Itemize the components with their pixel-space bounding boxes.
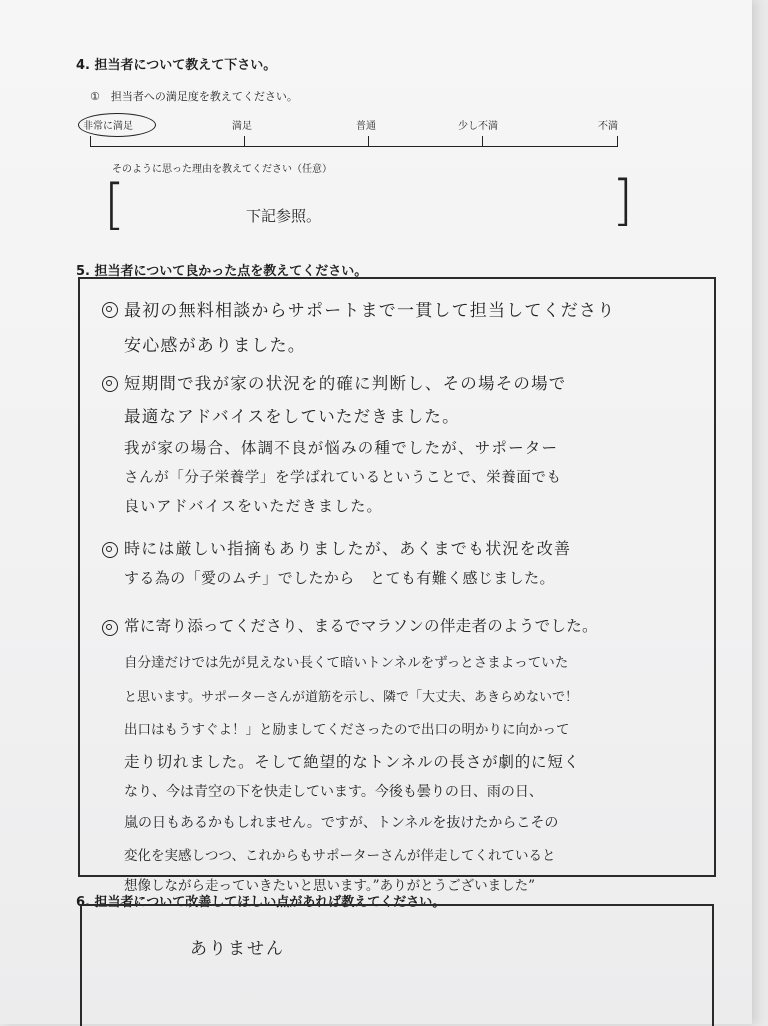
question-5-title: 5. 担当者について良かった点を教えてください。 bbox=[76, 264, 368, 279]
scale-tick bbox=[90, 136, 91, 146]
bracket-open: [ bbox=[104, 173, 126, 236]
answer-line: 短期間で我が家の状況を的確に判断し、その場その場で bbox=[124, 374, 567, 393]
question-4-sub: ① 担当者への満足度を教えてください。 bbox=[90, 90, 298, 103]
answer-line: 最適なアドバイスをしていただきました。 bbox=[124, 407, 460, 426]
double-circle-bullet bbox=[102, 302, 118, 318]
scale-label-very-satisfied: 非常に満足 bbox=[83, 121, 133, 132]
bracket-close: ] bbox=[612, 169, 634, 232]
scale-label-satisfied: 満足 bbox=[232, 121, 252, 132]
answer-line: 変化を実感しつつ、これからもサポーターさんが伴走してくれていると bbox=[124, 848, 556, 864]
scale-tick bbox=[482, 136, 483, 146]
answer-line: 安心感がありました。 bbox=[124, 336, 306, 356]
answer-line: 自分達だけでは先が見えない長くて暗いトンネルをずっとさまよっていた bbox=[124, 655, 569, 671]
answer-line: なり、今は青空の下を快走しています。今後も曇りの日、雨の日、 bbox=[124, 784, 543, 800]
answer-line: 時には厳しい指摘もありましたが、あくまでも状況を改善 bbox=[124, 539, 572, 558]
answer-line: 良いアドバイスをいただきました。 bbox=[124, 497, 383, 515]
answer-line: 走り切れました。そして絶望的なトンネルの長さが劇的に短く bbox=[124, 753, 580, 771]
answer-line: 嵐の日もあるかもしれません。ですが、トンネルを抜けたからこその bbox=[124, 815, 559, 831]
scale-label-neutral: 普通 bbox=[356, 121, 376, 132]
reason-answer: 下記参照。 bbox=[246, 207, 322, 225]
double-circle-bullet bbox=[102, 620, 118, 636]
reason-label: そのように思った理由を教えてください（任意） bbox=[112, 164, 332, 175]
answer-line: さんが「分子栄養学」を学ばれているということで、栄養面でも bbox=[124, 470, 562, 486]
answer-line: 想像しながら走っていきたいと思います。”ありがとうございました” bbox=[124, 878, 535, 894]
scale-label-dissatisfied: 不満 bbox=[598, 121, 618, 132]
answer-box-6 bbox=[80, 904, 714, 1026]
scale-tick bbox=[244, 136, 245, 146]
answer-line: 常に寄り添ってくださり、まるでマラソンの伴走者のようでした。 bbox=[124, 617, 598, 635]
answer-line: する為の「愛のムチ」でしたから とても有難く感じました。 bbox=[124, 569, 555, 587]
answer-none: ありません bbox=[190, 939, 285, 959]
double-circle-bullet bbox=[102, 376, 118, 392]
answer-line: と思います。サポーターさんが道筋を示し、隣で「大丈夫、あきらめないで！ bbox=[124, 690, 578, 705]
scale-tick bbox=[368, 136, 369, 146]
scale-label-slightly-dissatisfied: 少し不満 bbox=[458, 121, 498, 132]
answer-line: 我が家の場合、体調不良が悩みの種でしたが、サポーター bbox=[124, 439, 559, 457]
answer-line: 出口はもうすぐよ！」と励ましてくださったので出口の明かりに向かって bbox=[124, 722, 570, 738]
question-6-title: 6. 担当者について改善してほしい点があれば教えてください。 bbox=[76, 895, 446, 910]
question-4-title: 4. 担当者について教えて下さい。 bbox=[76, 58, 277, 73]
answer-line: 最初の無料相談からサポートまで一貫して担当してくださり bbox=[124, 301, 616, 321]
satisfaction-scale-line bbox=[90, 146, 618, 147]
double-circle-bullet bbox=[102, 542, 118, 558]
scale-tick bbox=[617, 136, 618, 146]
